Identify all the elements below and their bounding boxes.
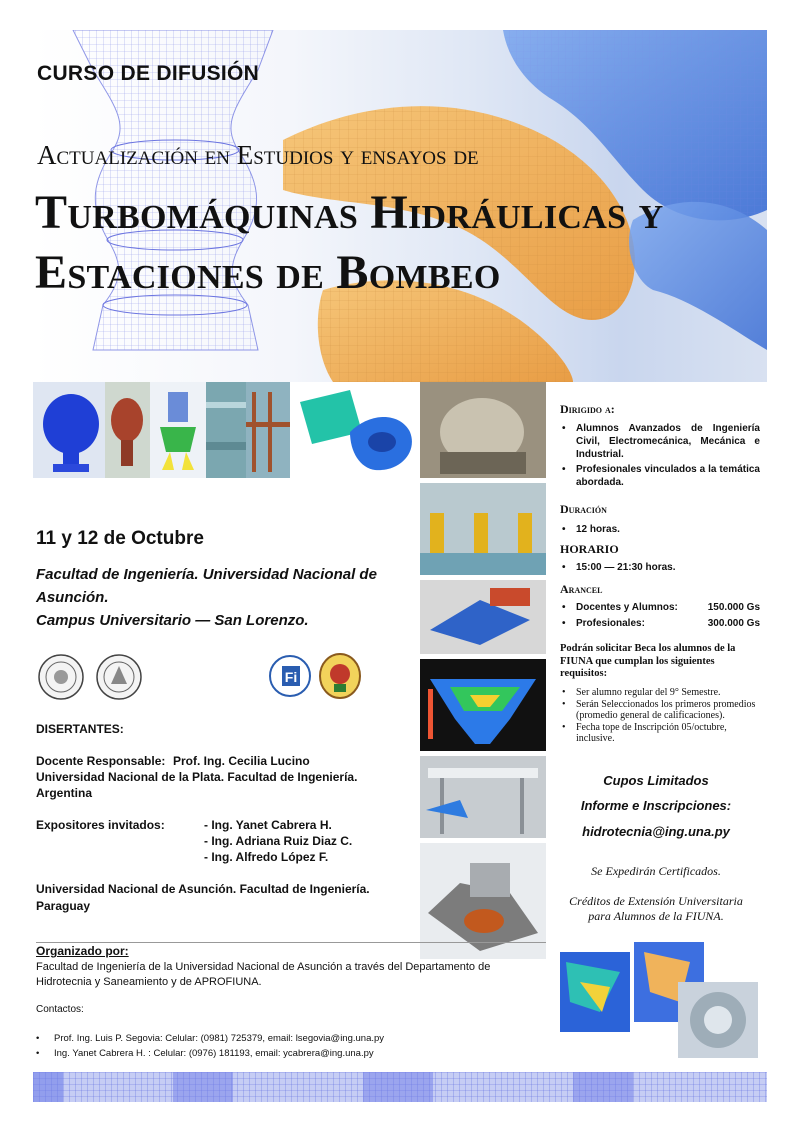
credits-note-line-2: para Alumnos de la FIUNA. — [588, 909, 724, 923]
header-banner — [33, 30, 767, 382]
limited-seats: Cupos Limitados — [603, 773, 709, 788]
bullet-icon: • — [36, 1048, 40, 1059]
contact-item — [36, 1033, 384, 1044]
schedule-value: • 15:00 — 21:30 horas. — [560, 561, 760, 574]
fee-list — [560, 601, 760, 630]
fee-label: • Profesionales: — [576, 618, 645, 629]
registration-info-label: Informe e Inscripciones: — [580, 798, 732, 813]
requirement-item: • Fecha tope de Inscripción 05/octubre, inclusive. — [560, 722, 760, 745]
turbine-collage-image — [560, 942, 760, 1058]
course-subtitle: Actualización en Estudios y ensayos de — [37, 140, 479, 170]
cfd-simulation-photo — [420, 659, 546, 751]
guests-label: Expositores invitados: — [36, 818, 165, 832]
scholarship-requirements — [560, 687, 760, 745]
responsible-country: Argentina — [36, 786, 93, 800]
certificates-note: Se Expedirán Certificados. — [591, 864, 721, 878]
duration-list — [560, 523, 760, 536]
guest-speaker: - Ing. Alfredo López F. — [204, 850, 329, 864]
host-country: Paraguay — [36, 899, 91, 913]
schedule-heading: HORARIO — [560, 542, 619, 556]
top-photo-strip — [33, 382, 420, 478]
volute-model-photo — [290, 382, 420, 478]
organizer-text-line-2: Hidrotecnia y Saneamiento y de APROFIUNA. — [36, 976, 262, 988]
pump-station-photo — [420, 483, 546, 575]
bullet-icon: • — [36, 1033, 40, 1044]
turbine-hall-photo — [420, 382, 546, 478]
right-photo-strip — [420, 382, 546, 964]
schedule-list — [560, 561, 760, 574]
responsible-affiliation: Universidad Nacional de la Plata. Facultad de Ingeniería. — [36, 770, 358, 784]
contact-item — [36, 1048, 374, 1059]
pipe-photo — [206, 382, 246, 478]
responsible-label: Docente Responsable: — [36, 754, 166, 768]
laboratory-channel-photo — [420, 756, 546, 838]
red-model-photo — [105, 382, 150, 478]
contacts-heading: Contactos: — [36, 1004, 84, 1015]
audience-list — [560, 422, 760, 489]
fee-row — [560, 617, 760, 630]
scholarship-text: Podrán solicitar Beca los alumnos de la FIUNA que cumplan los siguientes requisitos: — [560, 643, 736, 679]
intake-model-photo — [420, 580, 546, 654]
fee-row — [560, 601, 760, 614]
course-type-label: CURSO DE DIFUSIÓN — [37, 62, 260, 85]
speakers-heading: DISERTANTES: — [36, 722, 124, 736]
blue-model-photo — [33, 382, 105, 478]
event-dates: 11 y 12 de Octubre — [36, 528, 204, 549]
venue-line-3: Campus Universitario — San Lorenzo. — [36, 612, 309, 629]
requirement-item: • Ser alumno regular del 9° Semestre. — [560, 687, 760, 699]
university-seal-logo — [38, 654, 84, 700]
faculty-seal-logo — [96, 654, 142, 700]
fi-logo — [268, 654, 312, 698]
course-title-line-1: Turbomáquinas Hidráulicas y — [35, 186, 664, 239]
guest-speaker: - Ing. Yanet Cabrera H. — [204, 818, 332, 832]
responsible-name: Prof. Ing. Cecilia Lucino — [173, 754, 310, 768]
organizer-heading: Organizado por: — [36, 944, 129, 958]
fi-logo-text: Fi — [284, 669, 298, 685]
course-info-panel — [546, 382, 766, 942]
venue-line-1: Facultad de Ingeniería. Universidad Nacional de — [36, 566, 377, 583]
aprofiuna-logo — [318, 652, 362, 700]
duration-heading: Duración — [560, 502, 607, 516]
organizer-divider — [36, 942, 546, 943]
duration-value: • 12 horas. — [560, 523, 760, 536]
mesh-footer-band — [33, 1072, 767, 1102]
contact-text: Prof. Ing. Luis P. Segovia: Celular: (0981) 725379, email: lsegovia@ing.una.py — [54, 1033, 385, 1044]
audience-item: • Profesionales vinculados a la temática abordada. — [560, 463, 760, 489]
organizer-text-line-1: Facultad de Ingeniería de la Universidad Nacional de Asunción a través del Departamento de — [36, 961, 491, 973]
fee-value: 300.000 Gs — [707, 618, 760, 629]
requirement-item: • Serán Seleccionados los primeros promedios (promedio general de calificaciones). — [560, 699, 760, 722]
cfd-model-photo — [150, 382, 206, 478]
course-title-line-2: Estaciones de Bombeo — [35, 246, 501, 299]
host-affiliation: Universidad Nacional de Asunción. Facultad de Ingeniería. — [36, 882, 370, 896]
audience-item: • Alumnos Avanzados de Ingeniería Civil, Electromecánica, Mecánica e Industrial. — [560, 422, 760, 461]
credits-note-line-1: Créditos de Extensión Universitaria — [569, 894, 743, 908]
fee-value: 150.000 Gs — [707, 602, 760, 613]
fee-label: • Docentes y Alumnos: — [576, 602, 678, 613]
contact-text: Ing. Yanet Cabrera H. : Celular: (0976) 181193, email: ycabrera@ing.una.py — [54, 1048, 374, 1059]
guest-speaker: - Ing. Adriana Ruiz Diaz C. — [204, 834, 353, 848]
lab-interior-photo — [246, 382, 290, 478]
fee-heading: Arancel — [560, 582, 603, 596]
registration-email-link[interactable]: hidrotecnia@ing.una.py — [582, 824, 730, 839]
venue-line-2: Asunción. — [36, 589, 109, 606]
audience-heading: Dirigido a: — [560, 402, 615, 416]
